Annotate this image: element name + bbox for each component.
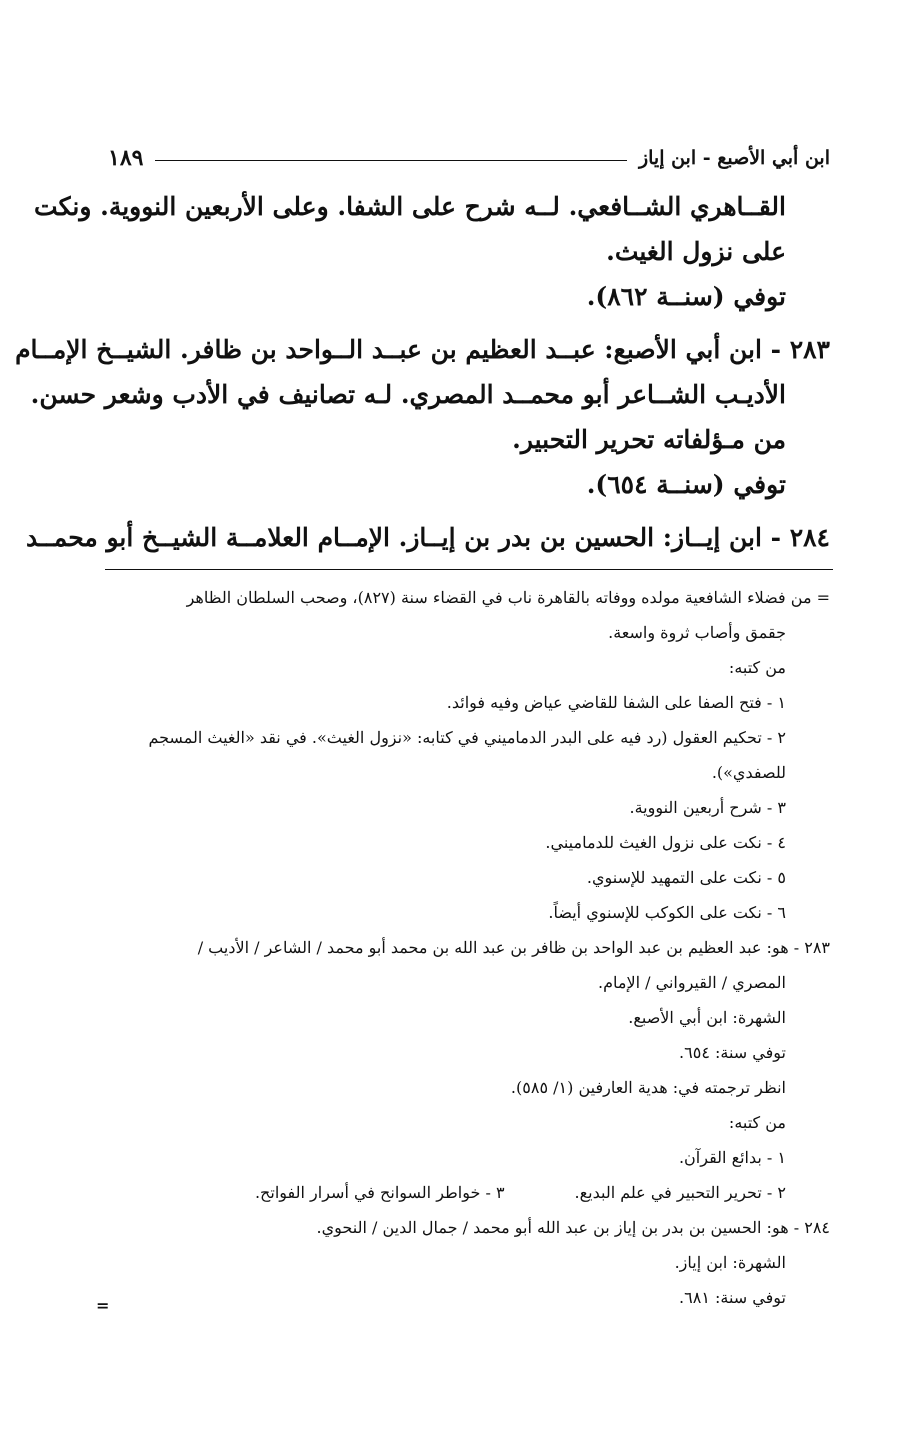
main-line-text: توفي (سنــة ٦٥٤). — [586, 470, 786, 499]
footnote-line: ٦ - نكت على الكوكب للإسنوي أيضاً. — [548, 903, 786, 922]
footnote-line: ٤ - نكت على نزول الغيث للدماميني. — [545, 833, 786, 852]
footnote-line: من كتبه: — [728, 1113, 786, 1132]
footnote-line: انظر ترجمته في: هدية العارفين (١/ ٥٨٥). — [510, 1078, 786, 1097]
entry-heading: ٢٨٣ - ابن أبي الأصبع — [613, 335, 830, 364]
footnote-line: توفي سنة: ٦٨١. — [679, 1288, 786, 1307]
continuation-mark: = — [96, 1296, 110, 1315]
footnote-line: المصري / القيرواني / الإمام. — [598, 973, 786, 992]
footnote-item: ٣ - خواطر السوانح في أسرار الفواتح. — [254, 1183, 505, 1202]
footnote-item: ٢ - تحرير التحبير في علم البديع. — [574, 1183, 786, 1202]
footnote-line: الشهرة: ابن إياز. — [674, 1253, 786, 1272]
footnote-line — [108, 1175, 830, 1210]
footnote-line: ١ - فتح الصفا على الشفا للقاضي عياض وفيه فوائد. — [446, 693, 786, 712]
entry-heading: ٢٨٤ - ابن إيــاز — [672, 523, 830, 552]
header-rule — [155, 160, 626, 161]
main-text — [15, 184, 830, 560]
footnotes — [108, 580, 830, 1315]
main-line-text: : الحسين بن بدر بن إيــاز. الإمــام العلامــة الشيــخ أبو محمــد — [26, 523, 673, 552]
footnote-separator — [105, 569, 833, 570]
footnote-line: = من فضلاء الشافعية مولده ووفاته بالقاهرة ناب في القضاء سنة (٨٢٧)، وصحب السلطان الظاهر — [186, 588, 830, 607]
header-title: ابن أبي الأصبع - ابن إياز — [638, 147, 830, 169]
main-line-text: على نزول الغيث. — [606, 237, 786, 266]
main-line — [108, 229, 830, 274]
footnote-line: الشهرة: ابن أبي الأصبع. — [628, 1008, 786, 1027]
main-line-text: الأديـب الشــاعر أبو محمــد المصري. لـه تصانيف في الأدب وشعر حسن. — [30, 380, 786, 409]
main-line — [34, 184, 830, 229]
main-line — [15, 327, 830, 372]
main-line-text: القــاهري الشــافعي. لــه شرح على الشفا. وعلى الأربعين النووية. ونكت — [34, 192, 786, 221]
footnote-line: ١ - بدائع القرآن. — [678, 1148, 786, 1167]
main-line — [108, 274, 830, 319]
running-header — [108, 140, 830, 176]
footnote-line: ٢٨٤ - هو: الحسين بن بدر بن إياز بن عبد الله أبو محمد / جمال الدين / النحوي. — [316, 1218, 830, 1237]
footnote-line: من كتبه: — [728, 658, 786, 677]
main-line — [26, 515, 830, 560]
footnote-line: للصفدي»). — [711, 763, 786, 782]
main-line-text: : عبــد العظيم بن عبــد الــواحد بن ظافر. الشيــخ الإمــام — [15, 335, 614, 364]
main-line — [30, 372, 830, 417]
main-line — [108, 462, 830, 507]
footnote-line: توفي سنة: ٦٥٤. — [679, 1043, 786, 1062]
footnote-line: جقمق وأصاب ثروة واسعة. — [608, 623, 786, 642]
footnote-line: ٢٨٣ - هو: عبد العظيم بن عبد الواحد بن ظافر بن عبد الله بن محمد أبو محمد / الشاعر / الأديب / — [197, 938, 830, 957]
main-line-text: من مـؤلفاته تحرير التحبير. — [512, 425, 786, 454]
footnote-line: ٢ - تحكيم العقول (رد فيه على البدر الدماميني في كتابه: «نزول الغيث». في نقد «الغيث المسجم — [148, 728, 786, 747]
main-line-text: توفي (سنــة ٨٦٢). — [586, 282, 786, 311]
footnote-line: ٣ - شرح أربعين النووية. — [629, 798, 786, 817]
main-line — [108, 417, 830, 462]
footnote-line: ٥ - نكت على التمهيد للإسنوي. — [586, 868, 786, 887]
page-number: ١٨٩ — [108, 145, 144, 171]
